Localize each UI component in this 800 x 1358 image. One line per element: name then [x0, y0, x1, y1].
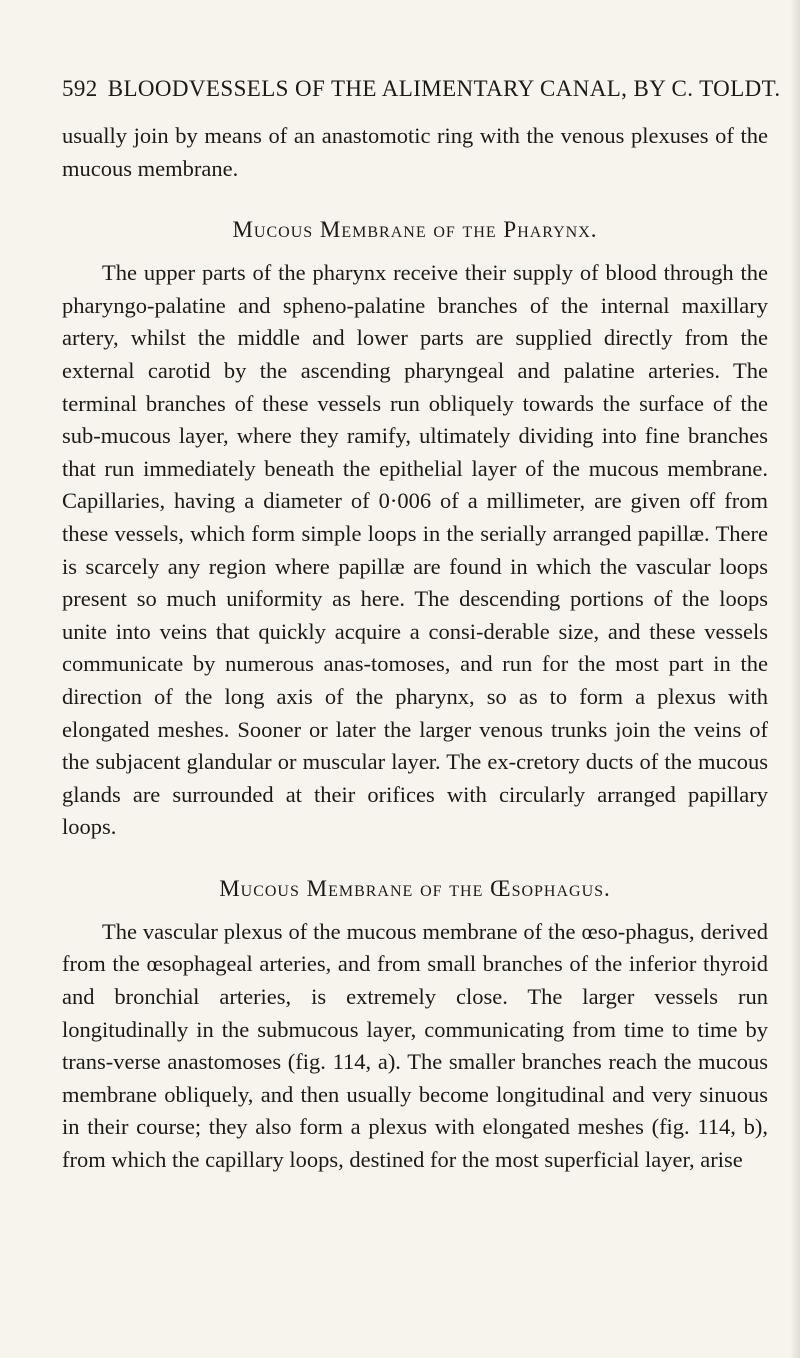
section-heading-pharynx: Mucous Membrane of the Pharynx. [232, 217, 598, 243]
section-body-oesophagus: The vascular plexus of the mucous membrane of the œso-phagus, derived from the œsophageal arteries, and from small branches of the inferior thyroid and bronchial arteries, is extremely close. The larger vessels run longitudinally in the submucous layer, communicating from time to time by trans-verse anastomoses (fig. 114, a). The smaller branches reach the mucous membrane obliquely, and then usually become longitudinal and very sinuous in their course; they also form a plexus with elongated meshes (fig. 114, b), from which the capillary loops, destined for the most superficial layer, arise [62, 918, 768, 1173]
book-page [62, 72, 781, 1177]
section-heading-oesophagus: Mucous Membrane of the Œsophagus. [219, 875, 611, 901]
running-head [62, 72, 781, 106]
running-head-title: BLOODVESSELS OF THE ALIMENTARY CANAL, BY C. TOLDT. [107, 76, 781, 101]
intro-paragraph: usually join by means of an anastomotic ring with the venous plexuses of the mucous membrane. [62, 123, 768, 181]
page-edge-shadow [790, 0, 800, 1358]
section-body-pharynx: The upper parts of the pharynx receive their supply of blood through the pharyngo-palatine and spheno-palatine branches of the internal maxillary artery, whilst the middle and lower parts are supplied directly from the external carotid by the ascending pharyngeal and palatine arteries. The terminal branches of these vessels run obliquely towards the surface of the sub-mucous layer, where they ramify, ultimately dividing into fine branches that run immediately beneath the epithelial layer of the mucous membrane. Capillaries, having a diameter of 0·006 of a millimeter, are given off from these vessels, which form simple loops in the serially arranged papillæ. There is scarcely any region where papillæ are found in which the vascular loops present so much uniformity as here. The descending portions of the loops unite into veins that quickly acquire a consi-derable size, and these vessels communicate by numerous anas-tomoses, and run for the most part in the direction of the long axis of the pharynx, so as to form a plexus with elongated meshes. Sooner or later the larger venous trunks join the veins of the subjacent glandular or muscular layer. The ex-cretory ducts of the mucous glands are surrounded at their orifices with circularly arranged papillary loops. [62, 260, 768, 840]
page-number: 592 [62, 76, 98, 101]
